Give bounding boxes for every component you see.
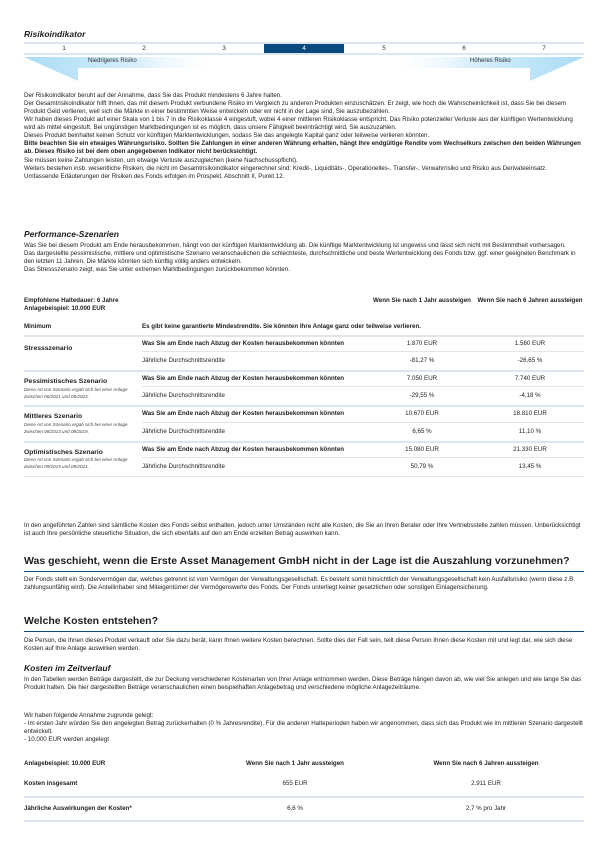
amount-6y: 21.330 EUR xyxy=(476,442,584,458)
return-1y: -29,55 % xyxy=(368,387,476,407)
risk-explanation xyxy=(24,92,584,181)
col-header-1y: Wenn Sie nach 1 Jahr aussteigen xyxy=(373,297,471,304)
table-row xyxy=(24,336,584,352)
performance-text-3: Das Stressszenario zeigt, was Sie unter extremen Marktbedingungen zurückbekommen könnten. xyxy=(24,266,290,274)
default-section-text: Der Fonds stellt ein Sondervermögen dar, welches getrennt ist vom Vermögen der Verwaltungsgesellschaft. Es besteht somit hinsichtlich der Verwaltungsgesellschaft kein Ausfallsrisiko (wenn diese z.B. zahlungsunfähig wird). Die Anteilinhaber sind Miteigentümer der Vermögenswerte des Fonds. Der Fonds unterliegt keiner gesetzlichen oder sonstigen Einlagensicherung. xyxy=(24,576,575,592)
risk-scale xyxy=(24,42,584,55)
risk-level-5: 5 xyxy=(382,45,386,52)
table-row xyxy=(24,442,584,458)
higher-risk-label: Höheres Risiko xyxy=(470,58,511,64)
risk-text-1: Der Risikoindikator beruht auf der Annahme, dass Sie das Produkt mindestens 6 Jahre halten. xyxy=(24,92,282,99)
assumption-2: - 10.000 EUR werden angelegt xyxy=(24,736,109,744)
risk-level-6: 6 xyxy=(462,45,466,52)
risk-level-2: 2 xyxy=(142,45,146,52)
amount-1y: 10.670 EUR xyxy=(368,406,476,422)
amount-6y: 18.810 EUR xyxy=(476,406,584,422)
table-row xyxy=(24,371,584,387)
return-6y: -4,18 % xyxy=(476,387,584,407)
amount-1y: 15.080 EUR xyxy=(368,442,476,458)
return-label: Jährliche Durchschnittsrendite xyxy=(142,352,368,372)
return-6y: 13,45 % xyxy=(476,457,584,476)
holding-period: Empfohlene Haltedauer: 6 Jahre xyxy=(24,297,119,304)
costs-section-title: Welche Kosten entstehen? xyxy=(24,615,584,632)
col-header-6y: Wenn Sie nach 6 Jahren aussteigen xyxy=(477,297,583,304)
scenario-description: Diese Art von Szenario ergab sich bei einer Anlage zwischen 08/2013 und 08/2019. xyxy=(24,422,128,435)
risk-level-3: 3 xyxy=(222,45,226,52)
return-label: Jährliche Durchschnittsrendite xyxy=(142,457,368,476)
performance-scenarios-title: Performance-Szenarien xyxy=(24,229,119,239)
cost-table-header xyxy=(24,756,584,772)
risk-text-6: Sie müssen keine Zahlungen leisten, um etwaige Verluste auszugleichen (keine Nachschusspflicht). xyxy=(24,156,298,164)
scenario-footnote: In den angeführten Zahlen sind sämtliche Kosten des Fonds selbst enthalten, jedoch unter Umständen nicht alle Kosten, die Sie an Ihren Berater oder Ihre Vertriebsstelle zahlen müssen. Unberücksichtigt ist auch Ihre persönliche steuerliche Situation, die sich ebenfalls auf den am Ende erzielten Betrag auswirken kann. xyxy=(24,522,581,538)
performance-intro xyxy=(24,242,584,274)
annual-cost-impact-label: Jährliche Auswirkungen der Kosten* xyxy=(24,797,202,821)
cost-table xyxy=(24,756,584,822)
table-header-row xyxy=(24,297,584,319)
cost-header-1y: Wenn Sie nach 1 Jahr aussteigen xyxy=(246,760,344,767)
amount-1y: 7.050 EUR xyxy=(368,371,476,387)
return-label: Jährliche Durchschnittsrendite xyxy=(142,387,368,407)
costs-over-time-text: In den Tabellen werden Beträge dargestellt, die zur Deckung verschiedener Kostenarten von Ihrer Anlage entnommen werden. Diese Beträge hängen davon ab, wie viel Sie anlegen und wie lange Sie das Produkt halten. Die hier dargestellten Beträge veranschaulichen einen beispielhaften Anlagebetrag und verschiedene mögliche Anlagezeiträume. xyxy=(24,676,582,692)
cost-header-example: Anlagebeispiel: 10.000 EUR xyxy=(24,760,106,767)
scenario-description: Diese Art von Szenario ergab sich bei einer Anlage zwischen 06/2021 und 05/2023. xyxy=(24,387,128,400)
risk-text-8: Umfassende Erläuterungen der Risiken des Fonds erfolgen im Prospekt, Abschnitt II, Punkt 12. xyxy=(24,172,285,180)
performance-text-1: Was Sie bei diesem Produkt am Ende herausbekommen, hängt von der künftigen Marktentwicklung ab. Die künftige Marktentwicklung ist ungewiss und lässt sich nicht mit Bestimmtheit vorhersagen. xyxy=(24,242,566,249)
assumptions xyxy=(24,712,584,744)
risk-text-3: Wir haben dieses Produkt auf einer Skala von 1 bis 7 in die Risikoklasse 4 eingestuft, wobei 4 einer mittleren Risikoklasse entspricht. Das Risiko potenzieller Verluste aus der künftigen Wertentwicklung wird als mittel eingestuft. Bei ungünstigen Marktbedingungen ist es möglich, dass unsere Fähigkeit beeinträchtigt wird, Sie auszuzahlen. xyxy=(24,116,573,132)
amount-label: Was Sie am Ende nach Abzug der Kosten herausbekommen könnten xyxy=(142,371,368,387)
currency-risk-warning: Bitte beachten Sie ein etwaiges Währungsrisiko. Sollten Sie Zahlungen in einer anderen Währung erhalten, hängt Ihre endgültige Rendite vom Wechselkurs zwischen den beiden Währungen ab. Dieses Risiko ist bei dem oben angegebenen Indikator nicht berücksichtigt. xyxy=(24,140,581,156)
risk-text-4: Dieses Produkt beinhaltet keinen Schutz vor künftigen Marktentwicklungen, sodass Sie das angelegte Kapital ganz oder teilweise verlieren könnten. xyxy=(24,132,430,140)
costs-over-time-title: Kosten im Zeitverlauf xyxy=(24,663,111,673)
cost-header-6y: Wenn Sie nach 6 Jahren aussteigen xyxy=(433,760,539,767)
amount-label: Was Sie am Ende nach Abzug der Kosten herausbekommen könnten xyxy=(142,442,368,458)
amount-1y: 1.870 EUR xyxy=(368,336,476,352)
return-1y: -81,27 % xyxy=(368,352,476,372)
return-1y: 6,65 % xyxy=(368,422,476,442)
amount-label: Was Sie am Ende nach Abzug der Kosten herausbekommen könnten xyxy=(142,336,368,352)
return-label: Jährliche Durchschnittsrendite xyxy=(142,422,368,442)
table-row xyxy=(24,797,584,821)
assumption-1: - Im ersten Jahr würden Sie den angelegten Betrag zurückerhalten (0 % Jahresrendite). Für die anderen Halteperioden haben wir angenommen, dass sich das Produkt wie im mittleren Szenario dargestellt entwickelt. xyxy=(24,720,583,736)
risk-text-2: Der Gesamtrisikoindikator hilft Ihnen, das mit diesem Produkt verbundene Risiko im Vergleich zu anderen Produkten einzuschätzen. Er zeigt, wie hoch die Wahrscheinlichkeit ist, dass Sie bei diesem Produkt Geld verlieren, weil sich die Märkte in einer bestimmten Weise entwickeln oder wir nicht in der Lage sind, Sie auszubezahlen. xyxy=(24,100,567,116)
minimum-row xyxy=(24,319,584,336)
minimum-text: Es gibt keine garantierte Mindestrendite. Sie könnten Ihre Anlage ganz oder teilweise verlieren. xyxy=(142,323,421,331)
table-row xyxy=(24,406,584,422)
minimum-label: Minimum xyxy=(24,323,52,331)
amount-6y: 7.740 EUR xyxy=(476,371,584,387)
default-section-title: Was geschieht, wenn die Erste Asset Management GmbH nicht in der Lage ist die Auszahlung vorzunehmen? xyxy=(24,555,584,572)
scenario-name: Mittleres Szenario xyxy=(24,413,83,421)
cost-total-6y: 2.911 EUR xyxy=(471,780,501,788)
cost-total-1y: 655 EUR xyxy=(282,780,308,788)
performance-scenarios-table xyxy=(24,297,584,477)
return-6y: -26,65 % xyxy=(476,352,584,372)
performance-text-2: Das dargestellte pessimistische, mittlere und optimistische Szenario veranschaulichen die schlechteste, durchschnittliche und beste Wertentwicklung des Fonds bzw. ggf. einer geeigneten Benchmark in den letzten 11 Jahren. Die Märkte könnten sich künftig völlig anders entwickeln. xyxy=(24,250,576,266)
investment-example: Anlagebeispiel: 10.000 EUR xyxy=(24,305,106,313)
costs-section-text: Die Person, die Ihnen dieses Produkt verkauft oder Sie dazu berät, kann Ihnen weitere Kosten berechnen. Sollte dies der Fall sein, teilt diese Person Ihnen diese Kosten mit und legt dar, wie sich diese Kosten auf Ihre Anlage auswirken werden. xyxy=(24,637,573,653)
cost-total-label: Kosten insgesamt xyxy=(24,780,78,788)
scenario-name: Stressszenario xyxy=(24,345,73,353)
risk-text-7: Weiters bestehen insb. wesentliche Risiken, die nicht im Gesamtrisikoindikator eingerechnet sind: Kredit-, Liquiditäts-, Operationelles-, Transfer-, Verwahrrisiko und Risiko aus Derivateeinsatz. xyxy=(24,164,547,172)
amount-label: Was Sie am Ende nach Abzug der Kosten herausbekommen könnten xyxy=(142,406,368,422)
risk-level-1: 1 xyxy=(62,45,66,52)
risk-level-7: 7 xyxy=(542,45,546,52)
scenario-name: Pessimistisches Szenario xyxy=(24,378,108,386)
table-row xyxy=(24,772,584,797)
risk-indicator-title: Risikoindikator xyxy=(24,29,86,39)
scenario-name: Optimistisches Szenario xyxy=(24,448,103,456)
scenario-description: Diese Art von Szenario ergab sich bei einer Anlage zwischen 09/2015 und 09/2021. xyxy=(24,457,128,470)
risk-level-4-active: 4 xyxy=(264,44,344,53)
return-6y: 11,10 % xyxy=(476,422,584,442)
annual-cost-impact-1y: 6,6 % xyxy=(202,797,388,821)
annual-cost-impact-6y: 2,7 % pro Jahr xyxy=(388,797,584,821)
lower-risk-label: Niedrigeres Risiko xyxy=(88,58,137,64)
assumption-intro: Wir haben folgende Annahme zugrunde gelegt: xyxy=(24,712,154,719)
amount-6y: 1.560 EUR xyxy=(476,336,584,352)
return-1y: 50,79 % xyxy=(368,457,476,476)
